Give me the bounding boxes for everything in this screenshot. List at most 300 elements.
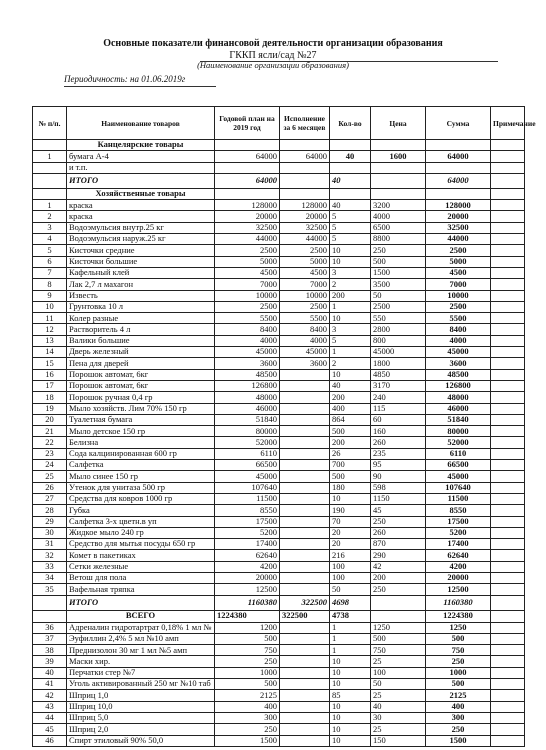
cell-name: Адреналин гидротартрат 0,18% 1 мл № bbox=[67, 622, 215, 633]
cell-sum: 4200 bbox=[426, 561, 491, 572]
cell-exec: 10000 bbox=[280, 290, 330, 301]
cell-price: 90 bbox=[371, 471, 426, 482]
table-row bbox=[33, 279, 525, 290]
cell-sum: 45000 bbox=[426, 471, 491, 482]
cell-sum: 64000 bbox=[426, 151, 491, 162]
cell-number: 11 bbox=[33, 313, 67, 324]
cell-number: 30 bbox=[33, 527, 67, 538]
cell-number: 27 bbox=[33, 493, 67, 504]
cell-number: 23 bbox=[33, 448, 67, 459]
cell-number: 36 bbox=[33, 622, 67, 633]
table-row bbox=[33, 701, 525, 712]
cell-qty: 20 bbox=[330, 527, 371, 538]
table-header-row bbox=[33, 107, 525, 140]
cell-number bbox=[33, 188, 67, 199]
table-row bbox=[33, 690, 525, 701]
cell-note bbox=[491, 369, 525, 380]
cell-name: Ветош для пола bbox=[67, 572, 215, 583]
cell-number: 1 bbox=[33, 200, 67, 211]
cell-sum: 12500 bbox=[426, 584, 491, 595]
total-sum: 1160380 bbox=[426, 595, 491, 610]
cell-price: 30 bbox=[371, 712, 426, 723]
cell-number bbox=[33, 595, 67, 610]
table-row bbox=[33, 369, 525, 380]
cell-note bbox=[491, 426, 525, 437]
cell-note bbox=[491, 267, 525, 278]
col-note: Примечание bbox=[491, 107, 525, 140]
table-row bbox=[33, 222, 525, 233]
cell-sum: 4000 bbox=[426, 335, 491, 346]
cell-sum: 1000 bbox=[426, 667, 491, 678]
cell-plan: 500 bbox=[215, 679, 280, 690]
cell-name: Губка bbox=[67, 505, 215, 516]
cell-exec bbox=[280, 482, 330, 493]
cell-qty: 500 bbox=[330, 471, 371, 482]
cell-price: 60 bbox=[371, 414, 426, 425]
cell-sum: 2500 bbox=[426, 245, 491, 256]
cell-sum: 3600 bbox=[426, 358, 491, 369]
cell-note bbox=[491, 690, 525, 701]
cell-price: 3200 bbox=[371, 200, 426, 211]
cell-note bbox=[491, 162, 525, 173]
table-row bbox=[33, 471, 525, 482]
cell-note bbox=[491, 656, 525, 667]
cell-note bbox=[491, 279, 525, 290]
table-row bbox=[33, 448, 525, 459]
cell-exec: 4500 bbox=[280, 267, 330, 278]
cell-exec: 32500 bbox=[280, 222, 330, 233]
cell-number: 31 bbox=[33, 539, 67, 550]
cell-exec: 2500 bbox=[280, 301, 330, 312]
cell-empty bbox=[215, 140, 280, 151]
cell-price: 4850 bbox=[371, 369, 426, 380]
cell-qty: 500 bbox=[330, 426, 371, 437]
table-row bbox=[33, 151, 525, 162]
cell-price: 500 bbox=[371, 633, 426, 644]
period-label: Периодичность: на 01.06.2019г bbox=[64, 74, 186, 84]
cell-exec: 8400 bbox=[280, 324, 330, 335]
cell-plan: 107640 bbox=[215, 482, 280, 493]
cell-name: Сетки железные bbox=[67, 561, 215, 572]
table-row bbox=[33, 539, 525, 550]
cell-number: 17 bbox=[33, 380, 67, 391]
cell-name: Шприц 1,0 bbox=[67, 690, 215, 701]
col-qty: Кол-во bbox=[330, 107, 371, 140]
cell-number: 10 bbox=[33, 301, 67, 312]
cell-empty bbox=[426, 140, 491, 151]
cell-price: 4000 bbox=[371, 211, 426, 222]
cell-name: Водоэмульсия внутр.25 кг bbox=[67, 222, 215, 233]
cell-number: 42 bbox=[33, 690, 67, 701]
cell-note bbox=[491, 584, 525, 595]
table-row bbox=[33, 211, 525, 222]
cell-number: 19 bbox=[33, 403, 67, 414]
table-row bbox=[33, 335, 525, 346]
cell-price: 6500 bbox=[371, 222, 426, 233]
cell-plan: 250 bbox=[215, 656, 280, 667]
total-sum: 64000 bbox=[426, 173, 491, 188]
cell-qty: 26 bbox=[330, 448, 371, 459]
cell-plan: 5500 bbox=[215, 313, 280, 324]
financial-table bbox=[32, 106, 536, 747]
cell-sum: 2125 bbox=[426, 690, 491, 701]
cell-qty: 190 bbox=[330, 505, 371, 516]
cell-qty: 10 bbox=[330, 493, 371, 504]
subtotal-household bbox=[33, 595, 525, 610]
total-exec: 322500 bbox=[280, 610, 330, 622]
cell-price bbox=[371, 162, 426, 173]
table-row bbox=[33, 679, 525, 690]
cell-qty: 10 bbox=[330, 712, 371, 723]
cell-exec: 20000 bbox=[280, 211, 330, 222]
cell-qty: 10 bbox=[330, 679, 371, 690]
cell-qty: 180 bbox=[330, 482, 371, 493]
cell-price: 500 bbox=[371, 256, 426, 267]
cell-note bbox=[491, 633, 525, 644]
cell-plan: 128000 bbox=[215, 200, 280, 211]
cell-price: 1600 bbox=[371, 151, 426, 162]
cell-plan: 8400 bbox=[215, 324, 280, 335]
cell-name: краска bbox=[67, 211, 215, 222]
cell-name: Порошок автомат, 6кг bbox=[67, 380, 215, 391]
cell-note bbox=[491, 290, 525, 301]
table-row bbox=[33, 200, 525, 211]
cell-empty bbox=[330, 188, 371, 199]
cell-plan: 1500 bbox=[215, 735, 280, 746]
cell-plan: 250 bbox=[215, 724, 280, 735]
cell-sum: 126800 bbox=[426, 380, 491, 391]
cell-name: Валики большие bbox=[67, 335, 215, 346]
organization-name: ГККП ясли/сад №27 bbox=[229, 50, 317, 61]
col-exec: Исполнение за 6 месяцев bbox=[280, 107, 330, 140]
cell-number: 3 bbox=[33, 222, 67, 233]
col-name: Наименование товаров bbox=[67, 107, 215, 140]
cell-qty: 400 bbox=[330, 403, 371, 414]
cell-sum: 500 bbox=[426, 633, 491, 644]
col-sum: Сумма bbox=[426, 107, 491, 140]
cell-qty: 10 bbox=[330, 724, 371, 735]
cell-name: Шприц 10,0 bbox=[67, 701, 215, 712]
table-row bbox=[33, 493, 525, 504]
cell-exec: 5500 bbox=[280, 313, 330, 324]
cell-number bbox=[33, 162, 67, 173]
cell-sum: 45000 bbox=[426, 347, 491, 358]
table-row bbox=[33, 735, 525, 746]
cell-plan: 2500 bbox=[215, 245, 280, 256]
cell-plan: 1200 bbox=[215, 622, 280, 633]
cell-exec bbox=[280, 633, 330, 644]
cell-price: 45 bbox=[371, 505, 426, 516]
cell-note bbox=[491, 701, 525, 712]
cell-qty: 10 bbox=[330, 656, 371, 667]
cell-exec bbox=[280, 369, 330, 380]
cell-note bbox=[491, 151, 525, 162]
cell-plan: 8550 bbox=[215, 505, 280, 516]
cell-plan: 48500 bbox=[215, 369, 280, 380]
cell-name: бумага А-4 bbox=[67, 151, 215, 162]
cell-number: 7 bbox=[33, 267, 67, 278]
cell-exec bbox=[280, 460, 330, 471]
cell-name: Салфетка 3-х цветн.в уп bbox=[67, 516, 215, 527]
cell-number: 6 bbox=[33, 256, 67, 267]
table-row bbox=[33, 645, 525, 656]
total-price bbox=[371, 173, 426, 188]
table-row bbox=[33, 347, 525, 358]
cell-price: 25 bbox=[371, 690, 426, 701]
cell-empty bbox=[426, 188, 491, 199]
cell-note bbox=[491, 347, 525, 358]
cell-number: 45 bbox=[33, 724, 67, 735]
cell-empty bbox=[330, 140, 371, 151]
cell-note bbox=[491, 460, 525, 471]
cell-price: 3500 bbox=[371, 279, 426, 290]
cell-number: 22 bbox=[33, 437, 67, 448]
cell-qty: 10 bbox=[330, 245, 371, 256]
cell-price: 115 bbox=[371, 403, 426, 414]
cell-plan: 48000 bbox=[215, 392, 280, 403]
cell-plan: 4500 bbox=[215, 267, 280, 278]
cell-number: 28 bbox=[33, 505, 67, 516]
cell-price: 40 bbox=[371, 701, 426, 712]
table-row bbox=[33, 460, 525, 471]
cell-number: 32 bbox=[33, 550, 67, 561]
cell-name: Перчатки стер №7 bbox=[67, 667, 215, 678]
cell-plan bbox=[215, 162, 280, 173]
cell-name: Салфетка bbox=[67, 460, 215, 471]
cell-note bbox=[491, 414, 525, 425]
cell-exec: 44000 bbox=[280, 234, 330, 245]
cell-plan: 4000 bbox=[215, 335, 280, 346]
total-qty: 40 bbox=[330, 173, 371, 188]
cell-exec bbox=[280, 550, 330, 561]
cell-plan: 5000 bbox=[215, 256, 280, 267]
cell-plan: 750 bbox=[215, 645, 280, 656]
cell-name: Эуфиллин 2,4% 5 мл №10 амп bbox=[67, 633, 215, 644]
cell-note bbox=[491, 667, 525, 678]
cell-note bbox=[491, 335, 525, 346]
cell-price: 160 bbox=[371, 426, 426, 437]
cell-price: 25 bbox=[371, 656, 426, 667]
cell-price: 598 bbox=[371, 482, 426, 493]
cell-exec bbox=[280, 539, 330, 550]
cell-price: 25 bbox=[371, 724, 426, 735]
cell-name: Лак 2,7 л махагон bbox=[67, 279, 215, 290]
cell-name: Дверь железный bbox=[67, 347, 215, 358]
cell-sum: 750 bbox=[426, 645, 491, 656]
cell-sum: 52000 bbox=[426, 437, 491, 448]
cell-number: 18 bbox=[33, 392, 67, 403]
cell-exec bbox=[280, 162, 330, 173]
cell-exec bbox=[280, 584, 330, 595]
cell-price: 200 bbox=[371, 572, 426, 583]
cell-name: Шприц 2,0 bbox=[67, 724, 215, 735]
cell-price: 1800 bbox=[371, 358, 426, 369]
cell-note bbox=[491, 516, 525, 527]
cell-sum: 10000 bbox=[426, 290, 491, 301]
cell-note bbox=[491, 200, 525, 211]
cell-sum: 20000 bbox=[426, 211, 491, 222]
table-row bbox=[33, 313, 525, 324]
cell-qty: 10 bbox=[330, 667, 371, 678]
col-price: Цена bbox=[371, 107, 426, 140]
cell-number: 39 bbox=[33, 656, 67, 667]
cell-price: 42 bbox=[371, 561, 426, 572]
total-price bbox=[371, 610, 426, 622]
cell-empty bbox=[371, 140, 426, 151]
section-title: Канцелярские товары bbox=[67, 140, 215, 151]
table-row bbox=[33, 256, 525, 267]
cell-name: Кафельный клей bbox=[67, 267, 215, 278]
cell-price: 1250 bbox=[371, 622, 426, 633]
cell-name: Комет в пакетиках bbox=[67, 550, 215, 561]
cell-name: Туалетная бумага bbox=[67, 414, 215, 425]
cell-price: 50 bbox=[371, 290, 426, 301]
cell-qty: 200 bbox=[330, 437, 371, 448]
cell-qty: 1 bbox=[330, 645, 371, 656]
cell-qty: 40 bbox=[330, 200, 371, 211]
cell-empty bbox=[491, 140, 525, 151]
cell-exec: 2500 bbox=[280, 245, 330, 256]
cell-sum: 8400 bbox=[426, 324, 491, 335]
cell-price: 1500 bbox=[371, 267, 426, 278]
table-row bbox=[33, 656, 525, 667]
cell-number: 12 bbox=[33, 324, 67, 335]
cell-note bbox=[491, 610, 525, 622]
cell-note bbox=[491, 358, 525, 369]
cell-note bbox=[491, 211, 525, 222]
cell-number: 13 bbox=[33, 335, 67, 346]
cell-exec bbox=[280, 667, 330, 678]
cell-name: Вафельная тряпка bbox=[67, 584, 215, 595]
cell-plan: 5200 bbox=[215, 527, 280, 538]
cell-note bbox=[491, 403, 525, 414]
cell-sum: 300 bbox=[426, 712, 491, 723]
cell-plan: 2500 bbox=[215, 301, 280, 312]
cell-plan: 10000 bbox=[215, 290, 280, 301]
table-row bbox=[33, 482, 525, 493]
cell-price: 260 bbox=[371, 527, 426, 538]
cell-note bbox=[491, 735, 525, 746]
cell-number bbox=[33, 140, 67, 151]
cell-price: 290 bbox=[371, 550, 426, 561]
cell-exec: 3600 bbox=[280, 358, 330, 369]
table-row bbox=[33, 633, 525, 644]
cell-plan: 62640 bbox=[215, 550, 280, 561]
cell-note bbox=[491, 505, 525, 516]
cell-price: 240 bbox=[371, 392, 426, 403]
cell-name: Мыло синее 150 гр bbox=[67, 471, 215, 482]
cell-plan: 45000 bbox=[215, 347, 280, 358]
table-row bbox=[33, 505, 525, 516]
table-row bbox=[33, 712, 525, 723]
total-plan: 1160380 bbox=[215, 595, 280, 610]
table-row bbox=[33, 572, 525, 583]
cell-exec bbox=[280, 437, 330, 448]
cell-number: 26 bbox=[33, 482, 67, 493]
cell-name: Утенок для унитаза 500 гр bbox=[67, 482, 215, 493]
cell-plan: 12500 bbox=[215, 584, 280, 595]
cell-plan: 20000 bbox=[215, 572, 280, 583]
cell-exec bbox=[280, 735, 330, 746]
cell-note bbox=[491, 301, 525, 312]
cell-name: Известь bbox=[67, 290, 215, 301]
table-row bbox=[33, 380, 525, 391]
cell-exec bbox=[280, 505, 330, 516]
cell-number bbox=[33, 173, 67, 188]
cell-number: 16 bbox=[33, 369, 67, 380]
cell-name: и т.п. bbox=[67, 162, 215, 173]
cell-price: 800 bbox=[371, 335, 426, 346]
cell-number: 20 bbox=[33, 414, 67, 425]
cell-plan: 52000 bbox=[215, 437, 280, 448]
cell-sum: 250 bbox=[426, 724, 491, 735]
table-row bbox=[33, 267, 525, 278]
table-row bbox=[33, 516, 525, 527]
cell-sum: 128000 bbox=[426, 200, 491, 211]
organization-caption: (Наименование организации образования) bbox=[197, 60, 349, 70]
cell-sum: 6110 bbox=[426, 448, 491, 459]
cell-qty: 1 bbox=[330, 622, 371, 633]
cell-plan: 17500 bbox=[215, 516, 280, 527]
cell-name: Средства для ковров 1000 гр bbox=[67, 493, 215, 504]
cell-note bbox=[491, 245, 525, 256]
cell-plan: 20000 bbox=[215, 211, 280, 222]
cell-note bbox=[491, 222, 525, 233]
section-stationery bbox=[33, 140, 525, 151]
cell-plan: 3600 bbox=[215, 358, 280, 369]
cell-number: 35 bbox=[33, 584, 67, 595]
cell-price: 750 bbox=[371, 645, 426, 656]
cell-price: 8800 bbox=[371, 234, 426, 245]
cell-number: 25 bbox=[33, 471, 67, 482]
total-label: ИТОГО bbox=[67, 595, 215, 610]
cell-price: 250 bbox=[371, 516, 426, 527]
cell-name: Мыло хозяйств. Лим 70% 150 гр bbox=[67, 403, 215, 414]
total-exec bbox=[280, 173, 330, 188]
table-row bbox=[33, 358, 525, 369]
cell-exec bbox=[280, 414, 330, 425]
cell-plan: 17400 bbox=[215, 539, 280, 550]
cell-exec bbox=[280, 724, 330, 735]
cell-name: краска bbox=[67, 200, 215, 211]
cell-note bbox=[491, 724, 525, 735]
cell-name: Водоэмульсия наруж.25 кг bbox=[67, 234, 215, 245]
cell-price: 95 bbox=[371, 460, 426, 471]
cell-qty: 200 bbox=[330, 392, 371, 403]
cell-sum: 51840 bbox=[426, 414, 491, 425]
cell-plan: 51840 bbox=[215, 414, 280, 425]
cell-number: 8 bbox=[33, 279, 67, 290]
cell-plan: 7000 bbox=[215, 279, 280, 290]
cell-note bbox=[491, 493, 525, 504]
cell-exec bbox=[280, 701, 330, 712]
cell-note bbox=[491, 595, 525, 610]
cell-number: 2 bbox=[33, 211, 67, 222]
cell-empty bbox=[215, 188, 280, 199]
cell-price: 1150 bbox=[371, 493, 426, 504]
table-row bbox=[33, 290, 525, 301]
cell-plan: 500 bbox=[215, 633, 280, 644]
cell-note bbox=[491, 448, 525, 459]
total-price bbox=[371, 595, 426, 610]
cell-name: Кисточки большие bbox=[67, 256, 215, 267]
cell-note bbox=[491, 561, 525, 572]
cell-name: Порошок ручная 0,4 гр bbox=[67, 392, 215, 403]
cell-qty: 200 bbox=[330, 290, 371, 301]
cell-note bbox=[491, 645, 525, 656]
cell-note bbox=[491, 380, 525, 391]
total-qty: 4738 bbox=[330, 610, 371, 622]
